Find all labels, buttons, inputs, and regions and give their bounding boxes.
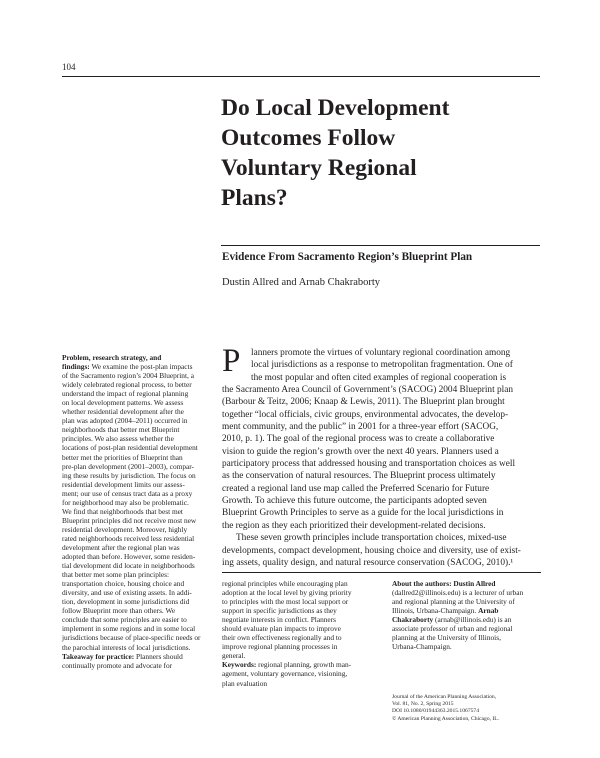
article-subtitle: Evidence From Sacramento Region’s Blueprint Plan <box>222 251 473 263</box>
abstract-line <box>62 362 212 371</box>
about-authors <box>392 579 542 651</box>
takeaway-heading: Takeaway for practice: <box>62 651 135 661</box>
abstract-mid-column <box>222 579 382 688</box>
text-line: ment community, and the public” in 2001 for a three-year effort (SACOG, <box>222 422 499 433</box>
title-line: Voluntary Regional <box>221 155 417 181</box>
text-line: Blueprint principles did not receive most new <box>62 515 197 525</box>
about-line: Urbana-Champaign. <box>392 642 452 652</box>
text-line: ment; our use of census tract data as a proxy <box>62 488 193 498</box>
text-line: developments, compact development, housing choice and diversity, use of exist- <box>222 545 521 556</box>
abstract-line: continually promote and advocate for <box>62 660 173 670</box>
text-line: the region as they each prioritized their development-related decisions. <box>222 520 486 531</box>
text-line: better met the priorities of Blueprint than <box>62 452 183 462</box>
intro-line: the most popular and often cited examples of regional cooperation is <box>251 372 507 383</box>
text-line: widely celebrated regional process, to better <box>62 380 192 390</box>
about-line: and regional planning at the University of <box>392 597 515 607</box>
column-rule <box>222 572 541 573</box>
text-line: understand the impact of regional planning <box>62 389 189 399</box>
keywords-line: agement, voluntary governance, visioning, <box>222 669 348 679</box>
title-line: Plans? <box>221 185 288 211</box>
text-line: We find that neighborhoods that best met <box>62 506 183 516</box>
keywords-text: regional planning, growth man- <box>256 660 352 670</box>
intro-line: lanners promote the virtues of voluntary regional coordination among <box>251 348 511 358</box>
text-line: implement in some regions and in some local <box>62 624 196 634</box>
text-line: for neighborhood may also be problematic. <box>62 497 189 507</box>
about-line: (dallred2@illinois.edu) is a lecturer of urban <box>392 588 524 598</box>
abstract-lines <box>222 579 382 660</box>
text-line: to principles with the most local support or <box>222 597 349 607</box>
abstract-line <box>62 652 212 661</box>
title-line: Do Local Development <box>221 95 450 121</box>
intro-body <box>222 343 542 569</box>
intro-line: local jurisdictions as a response to metropolitan fragmentation. One of <box>251 360 513 371</box>
drop-cap: P <box>222 343 241 379</box>
about-line: associate professor of urban and regional <box>392 624 513 634</box>
about-text: (arnab@illinois.edu) is an <box>433 615 512 625</box>
text-line: conclude that some principles are easier to <box>62 615 187 625</box>
text-line: 2010, p. 1). The goal of the regional process was to create a collaborative <box>222 434 495 445</box>
author-byline: Dustin Allred and Arnab Chakraborty <box>222 277 381 288</box>
text-line: that better met some plan principles: <box>62 570 170 580</box>
text-line: the parochial interests of local jurisdictions. <box>62 642 191 652</box>
intro-paragraph <box>222 532 542 569</box>
text-line: Growth. To achieve this future outcome, the participants adopted seven <box>222 496 487 507</box>
abstract-left-column <box>62 353 212 670</box>
text-line: of the Sacramento region’s 2004 Blueprint, a <box>62 371 194 381</box>
text-line: residential development limits our assess- <box>62 479 185 489</box>
subtitle-rule <box>221 245 540 246</box>
text-line: created a regional land use map called the Preferred Scenario for Future <box>222 483 490 494</box>
text-line: rated neighborhoods received less residential <box>62 533 195 543</box>
abstract-text: Planners should <box>134 651 183 661</box>
text-line: Blueprint Growth Principles to serve as a guide for the local jurisdictions in <box>222 508 504 519</box>
citation-line: Vol. 81, No. 2, Spring 2015 <box>392 701 454 708</box>
intro-paragraph <box>222 384 542 532</box>
text-line: general. <box>222 651 246 661</box>
about-text: Illinois, Urbana-Champaign. <box>392 606 479 616</box>
page-number: 104 <box>62 62 76 72</box>
citation-line: © American Planning Association, Chicago, IL. <box>392 715 500 722</box>
text-line: (Barbour & Teitz, 2006; Knaap & Lewis, 2011). The Blueprint plan brought <box>222 397 505 408</box>
top-rule <box>62 76 540 77</box>
text-line: together “local officials, civic groups, environmental advocates, the develop- <box>222 409 509 420</box>
abstract-text: We examine the post-plan impacts <box>89 362 193 372</box>
author2-name: Arnab <box>478 606 499 616</box>
citation-line: DOI 10.1080/01944363.2015.1067574 <box>392 708 480 715</box>
keywords-heading: Keywords: <box>222 660 257 670</box>
text-line: vision to guide the region’s growth over the next 40 years. Planners used a <box>222 446 499 457</box>
text-line: should evaluate plan impacts to improve <box>222 624 341 634</box>
text-line: improve regional planning processes in <box>222 642 338 652</box>
text-line: neighborhoods that better met Blueprint <box>62 425 180 435</box>
problem-heading-end: findings: <box>62 362 90 372</box>
citation-line: Journal of the American Planning Association, <box>392 694 497 700</box>
problem-heading: Problem, research strategy, and <box>62 353 162 362</box>
text-line: their own effectiveness regionally and to <box>222 633 342 643</box>
text-line: locations of post-plan residential development <box>62 443 198 453</box>
about-line <box>392 606 542 615</box>
about-heading: About the authors: Dustin Allred <box>392 579 496 588</box>
text-line: tion, development in some jurisdictions did <box>62 597 190 607</box>
text-line: support in specific jurisdictions as they <box>222 606 337 616</box>
text-line: adopted than before. However, some residen- <box>62 552 196 562</box>
text-line: the Sacramento Area Council of Government’s (SACOG) 2004 Blueprint plan <box>222 385 513 396</box>
text-line: negotiate interests in conflict. Planners <box>222 615 337 625</box>
text-line: on local development patterns. We assess <box>62 398 184 408</box>
journal-citation <box>392 694 542 723</box>
keywords-line: plan evaluation <box>222 678 268 688</box>
author2-surname: Chakraborty <box>392 615 434 625</box>
text-line: transportation choice, housing choice and <box>62 579 185 589</box>
text-line: ing these results by jurisdiction. The focus on <box>62 470 196 480</box>
abstract-lines <box>62 371 212 651</box>
text-line: follow Blueprint more than others. We <box>62 606 176 616</box>
text-line: whether residential development after the <box>62 407 184 417</box>
text-line: diversity, and use of existing assets. In addi- <box>62 588 192 598</box>
text-line: ing assets, quality design, and natural resource conservation (SACOG, 2010).¹ <box>222 557 514 568</box>
text-line: pre-plan development (2001–2003), compar- <box>62 461 194 471</box>
text-line: These seven growth principles include transportation choices, mixed-use <box>236 533 507 544</box>
text-line: tial development did locate in neighborhoods <box>62 561 195 571</box>
text-line: jurisdictions because of place-specific needs or <box>62 633 201 643</box>
text-line: regional principles while encouraging plan <box>222 579 348 588</box>
keywords-line <box>222 660 382 669</box>
article-title <box>221 93 541 213</box>
text-line: adoption at the local level by giving priority <box>222 588 352 598</box>
text-line: participatory process that addressed housing and transportation choices as well <box>222 459 516 470</box>
text-line: plan was adopted (2004–2011) occurred in <box>62 416 188 426</box>
title-line: Outcomes Follow <box>221 125 396 151</box>
text-line: development after the regional plan was <box>62 542 180 552</box>
text-line: residential development. Moreover, highly <box>62 524 188 534</box>
about-line: planning at the University of Illinois, <box>392 633 501 643</box>
text-line: as the conservation of natural resources. The Blueprint process ultimately <box>222 471 496 482</box>
text-line: principles. We also assess whether the <box>62 434 174 444</box>
about-line <box>392 615 542 624</box>
